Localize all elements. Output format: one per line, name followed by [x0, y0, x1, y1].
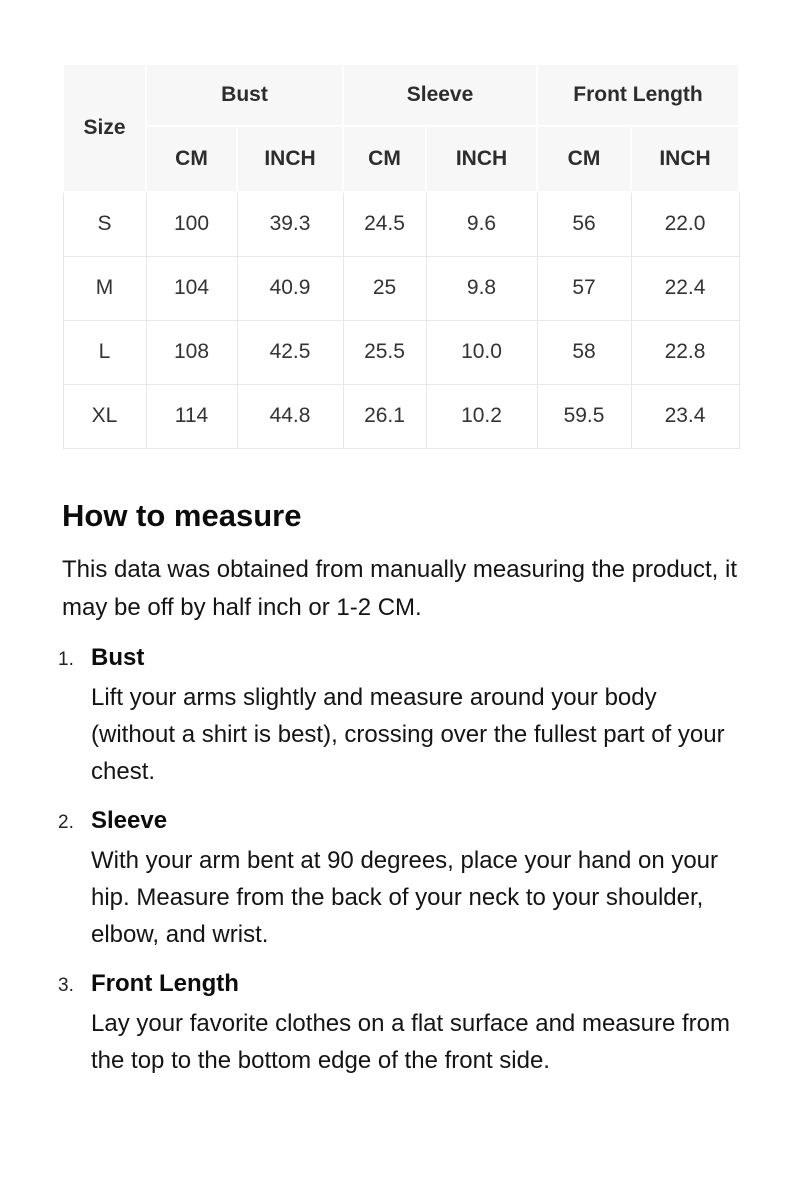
value-cell: 114: [146, 384, 237, 448]
measure-steps-list: [58, 643, 740, 1079]
list-item: [58, 643, 740, 790]
how-to-measure-intro: This data was obtained from manually measuring the product, it may be off by half inch or 1-2 CM.: [62, 555, 738, 621]
step-number: 3.: [58, 974, 74, 996]
step-heading: [58, 806, 740, 835]
step-number: 1.: [58, 648, 74, 670]
subheader-sleeve-inch: INCH: [426, 126, 537, 192]
value-cell: 59.5: [537, 384, 631, 448]
value-cell: 58: [537, 320, 631, 384]
value-cell: 100: [146, 192, 237, 256]
step-description: With your arm bent at 90 degrees, place your hand on your hip. Measure from the back of your neck to your shoulder, elbow, and wrist.: [91, 846, 719, 948]
value-cell: 22.4: [631, 256, 739, 320]
list-item: [58, 969, 740, 1079]
step-description: Lay your favorite clothes on a flat surface and measure from the top to the bottom edge of the front side.: [91, 1009, 730, 1074]
value-cell: 25: [343, 256, 426, 320]
table-row: [63, 192, 739, 256]
subheader-sleeve-cm: CM: [343, 126, 426, 192]
value-cell: 25.5: [343, 320, 426, 384]
subheader-front-length-inch: INCH: [631, 126, 739, 192]
table-row: [63, 320, 739, 384]
value-cell: 104: [146, 256, 237, 320]
value-cell: 22.8: [631, 320, 739, 384]
value-cell: 9.8: [426, 256, 537, 320]
column-group-front-length: Front Length: [537, 64, 739, 126]
size-cell: XL: [63, 384, 146, 448]
column-group-bust: Bust: [146, 64, 343, 126]
column-group-sleeve: Sleeve: [343, 64, 537, 126]
table-row: [63, 384, 739, 448]
column-header-size: Size: [63, 64, 146, 192]
size-chart-table: [62, 63, 740, 449]
step-description: Lift your arms slightly and measure around your body (without a shirt is best), crossing over the fullest part of your chest.: [91, 683, 725, 785]
value-cell: 42.5: [237, 320, 343, 384]
value-cell: 39.3: [237, 192, 343, 256]
value-cell: 108: [146, 320, 237, 384]
value-cell: 24.5: [343, 192, 426, 256]
list-item: [58, 806, 740, 953]
how-to-measure-title: How to measure: [62, 497, 302, 533]
size-cell: L: [63, 320, 146, 384]
step-term-bust: Bust: [91, 643, 145, 671]
value-cell: 26.1: [343, 384, 426, 448]
table-header-group-row: [63, 64, 739, 126]
step-term-sleeve: Sleeve: [91, 806, 168, 834]
value-cell: 57: [537, 256, 631, 320]
value-cell: 40.9: [237, 256, 343, 320]
table-row: [63, 256, 739, 320]
size-cell: S: [63, 192, 146, 256]
step-number: 2.: [58, 811, 74, 833]
value-cell: 10.2: [426, 384, 537, 448]
size-cell: M: [63, 256, 146, 320]
value-cell: 9.6: [426, 192, 537, 256]
step-heading: [58, 969, 740, 998]
value-cell: 22.0: [631, 192, 739, 256]
value-cell: 56: [537, 192, 631, 256]
value-cell: 44.8: [237, 384, 343, 448]
step-term-front-length: Front Length: [91, 969, 239, 997]
subheader-bust-cm: CM: [146, 126, 237, 192]
value-cell: 23.4: [631, 384, 739, 448]
table-header-unit-row: [63, 126, 739, 192]
subheader-front-length-cm: CM: [537, 126, 631, 192]
subheader-bust-inch: INCH: [237, 126, 343, 192]
value-cell: 10.0: [426, 320, 537, 384]
step-heading: [58, 643, 740, 672]
